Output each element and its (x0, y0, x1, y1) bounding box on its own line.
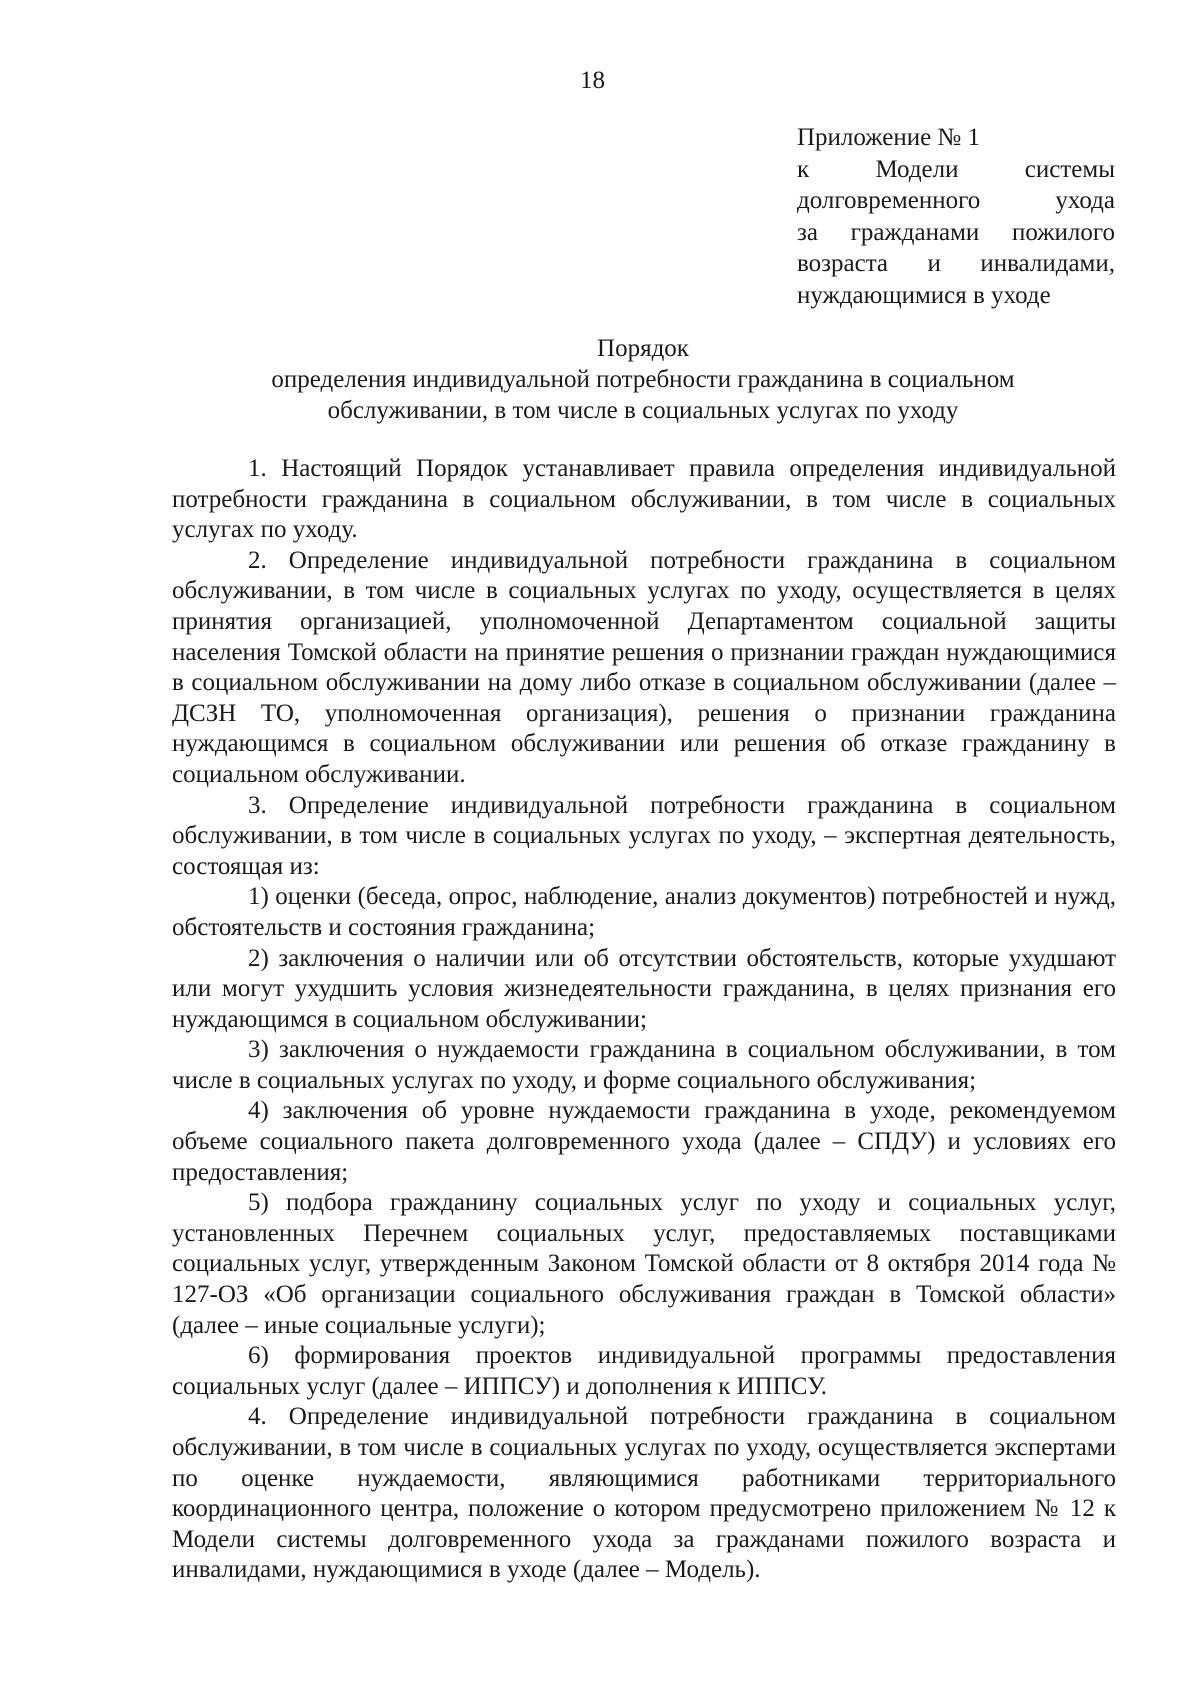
list-item: 1) оценки (беседа, опрос, наблюдение, анализ документов) потребностей и нужд, обстоятельств и состояния гражданина; (172, 883, 1116, 941)
page-number: 18 (580, 67, 605, 94)
appendix-line-justified (797, 248, 1115, 280)
document-title (170, 333, 1116, 426)
appendix-word: к (797, 155, 810, 183)
appendix-word: системы (1024, 155, 1115, 183)
appendix-word: Модели (875, 155, 959, 183)
appendix-line: нуждающимися в уходе (797, 281, 1051, 309)
appendix-word: инвалидами, (980, 250, 1115, 277)
title-heading: Порядок (597, 335, 689, 362)
paragraph: 2. Определение индивидуальной потребности гражданина в социальном обслуживании, в том числе в социальных услугах по уходу, осуществляется в целях принятия организацией, уполномоченной Департаментом социальной защиты населения Томской области на принятие решения о признании граждан нуждающимися в социальном обслуживании на дому либо отказе в социальном обслуживании (далее – ДСЗН ТО, уполномоченная организация), решения о признании гражданина нуждающимся в социальном обслуживании или решения об отказе гражданину в социальном обслуживании. (172, 546, 1116, 788)
title-subtitle-line: определения индивидуальной потребности гражданина в социальном (271, 366, 1015, 393)
list-item: 3) заключения о нуждаемости гражданина в социальном обслуживании, в том числе в социальных услугах по уходу, и форме социального обслуживания; (172, 1036, 1116, 1094)
appendix-word: пожилого (1011, 218, 1115, 246)
paragraph: 1. Настоящий Порядок устанавливает правила определения индивидуальной потребности гражданина в социальном обслуживании, в том числе в социальных услугах по уходу. (172, 455, 1116, 544)
appendix-word: и (927, 250, 941, 277)
appendix-word: за (797, 218, 818, 246)
appendix-word: гражданами (850, 218, 980, 246)
document-body (172, 454, 1116, 1586)
appendix-line: Приложение № 1 (797, 124, 981, 151)
appendix-word: ухода (1055, 187, 1115, 214)
appendix-line-justified (797, 185, 1115, 217)
list-item: 2) заключения о наличии или об отсутствии обстоятельств, которые ухудшают или могут ухудшить условия жизнедеятельности гражданина, в целях признания его нуждающимся в социальном обслуживании; (172, 944, 1116, 1033)
list-item: 5) подбора гражданину социальных услуг по уходу и социальных услуг, установленных Перечнем социальных услуг, предоставляемых поставщиками социальных услуг, утвержденным Законом Томской области от 8 октября 2014 года № 127-ОЗ «Об организации социального обслуживания граждан в Томской области» (далее – иные социальные услуги); (172, 1189, 1116, 1339)
appendix-word: долговременного (797, 187, 981, 214)
appendix-word: возраста (797, 250, 889, 277)
list-item: 4) заключения об уровне нуждаемости гражданина в уходе, рекомендуемом объеме социального пакета долговременного ухода (далее – СПДУ) и условиях его предоставления; (172, 1097, 1116, 1186)
appendix-line-justified (797, 217, 1115, 249)
paragraph: 4. Определение индивидуальной потребности гражданина в социальном обслуживании, в том числе в социальных услугах по уходу, осуществляется экспертами по оценке нуждаемости, являющимися работниками территориального координационного центра, положение о котором предусмотрено приложением № 12 к Модели системы долговременного ухода за гражданами пожилого возраста и инвалидами, нуждающимися в уходе (далее – Модель). (172, 1403, 1116, 1584)
title-subtitle-line: обслуживании, в том числе в социальных услугах по уходу (327, 397, 959, 424)
appendix-header (797, 122, 1115, 311)
appendix-line-justified (797, 154, 1115, 186)
list-item: 6) формирования проектов индивидуальной программы предоставления социальных услуг (далее – ИППСУ) и дополнения к ИППСУ. (172, 1342, 1116, 1400)
paragraph: 3. Определение индивидуальной потребности гражданина в социальном обслуживании, в том числе в социальных услугах по уходу, – экспертная деятельность, состоящая из: (172, 791, 1116, 880)
